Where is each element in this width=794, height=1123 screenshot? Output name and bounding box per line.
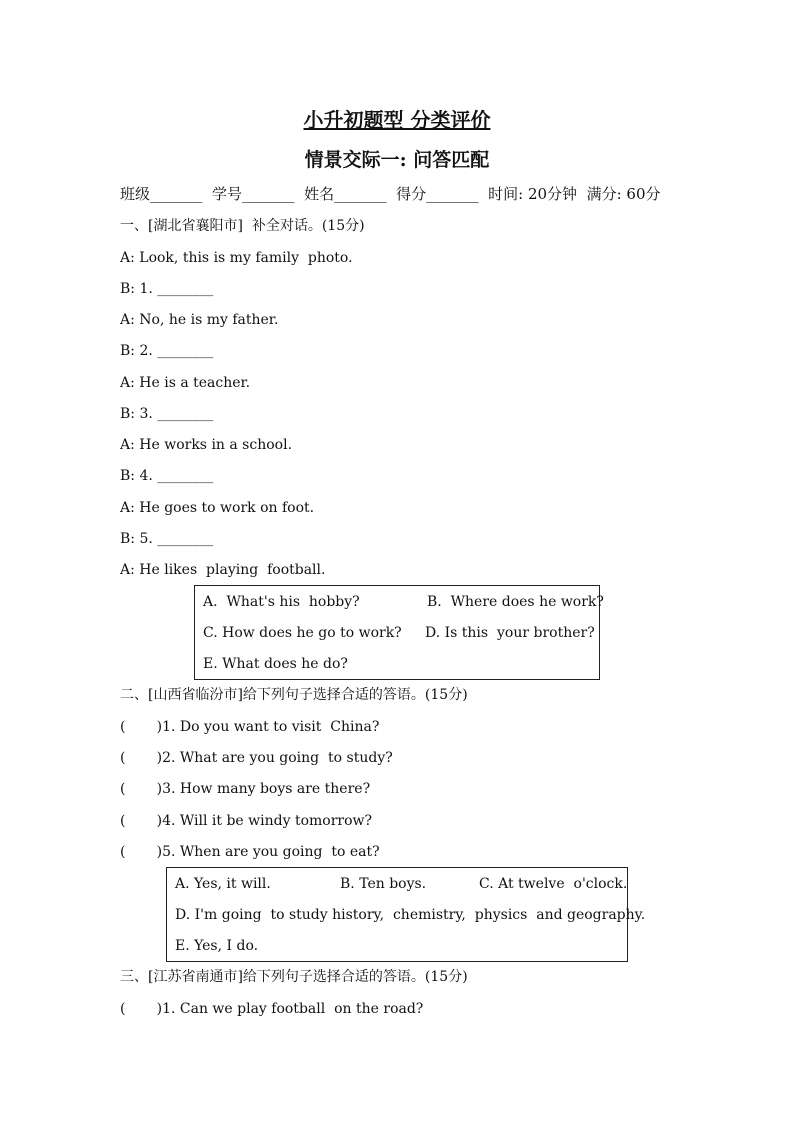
dialogue-line: B: 4. ________ <box>120 468 214 484</box>
student-info-line: 班级_______ 学号_______ 姓名_______ 得分_______ 时间: 20分钟 满分: 60分 <box>120 185 661 203</box>
dialogue-line: A: He is a teacher. <box>120 375 251 391</box>
dialogue-line: A: He works in a school. <box>120 437 293 453</box>
option-c: C. How does he go to work? <box>203 625 402 641</box>
section-2-heading: 二、[山西省临汾市]给下列句子选择合适的答语。(15分) <box>120 687 468 703</box>
dialogue-line: A: He likes playing football. <box>120 562 326 578</box>
option-b: B. Ten boys. <box>340 876 427 892</box>
page-title: 小升初题型 分类评价 <box>303 108 491 132</box>
dialogue-line: B: 3. ________ <box>120 406 214 422</box>
question-line: ( )1. Can we play football on the road? <box>120 1001 424 1017</box>
dialogue-line: B: 2. ________ <box>120 343 214 359</box>
option-c: C. At twelve o'clock. <box>479 876 628 892</box>
section-2-options-box <box>166 867 646 962</box>
question-line: ( )1. Do you want to visit China? <box>120 719 380 735</box>
option-b: B. Where does he work? <box>427 594 604 610</box>
question-line: ( )3. How many boys are there? <box>120 781 371 797</box>
dialogue-line: A: No, he is my father. <box>120 312 279 328</box>
dialogue-line: B: 1. ________ <box>120 281 214 297</box>
dialogue-line: B: 5. ________ <box>120 531 214 547</box>
section-3-heading: 三、[江苏省南通市]给下列句子选择合适的答语。(15分) <box>120 969 468 985</box>
option-a: A. What's his hobby? <box>203 594 360 610</box>
dialogue-line: A: Look, this is my family photo. <box>120 250 353 266</box>
question-line: ( )5. When are you going to eat? <box>120 844 380 860</box>
dialogue-line: A: He goes to work on foot. <box>120 500 315 516</box>
question-line: ( )2. What are you going to study? <box>120 750 393 766</box>
page-subtitle: 情景交际一: 问答匹配 <box>304 149 490 171</box>
option-d: D. Is this your brother? <box>425 625 595 641</box>
section-1-options-box <box>194 585 604 680</box>
option-e: E. Yes, I do. <box>175 938 259 954</box>
option-d: D. I'm going to study history, chemistry, physics and geography. <box>175 907 646 923</box>
option-a: A. Yes, it will. <box>175 876 271 892</box>
section-1-heading: 一、[湖北省襄阳市] 补全对话。(15分) <box>120 218 365 234</box>
option-e: E. What does he do? <box>203 656 348 672</box>
question-line: ( )4. Will it be windy tomorrow? <box>120 813 373 829</box>
